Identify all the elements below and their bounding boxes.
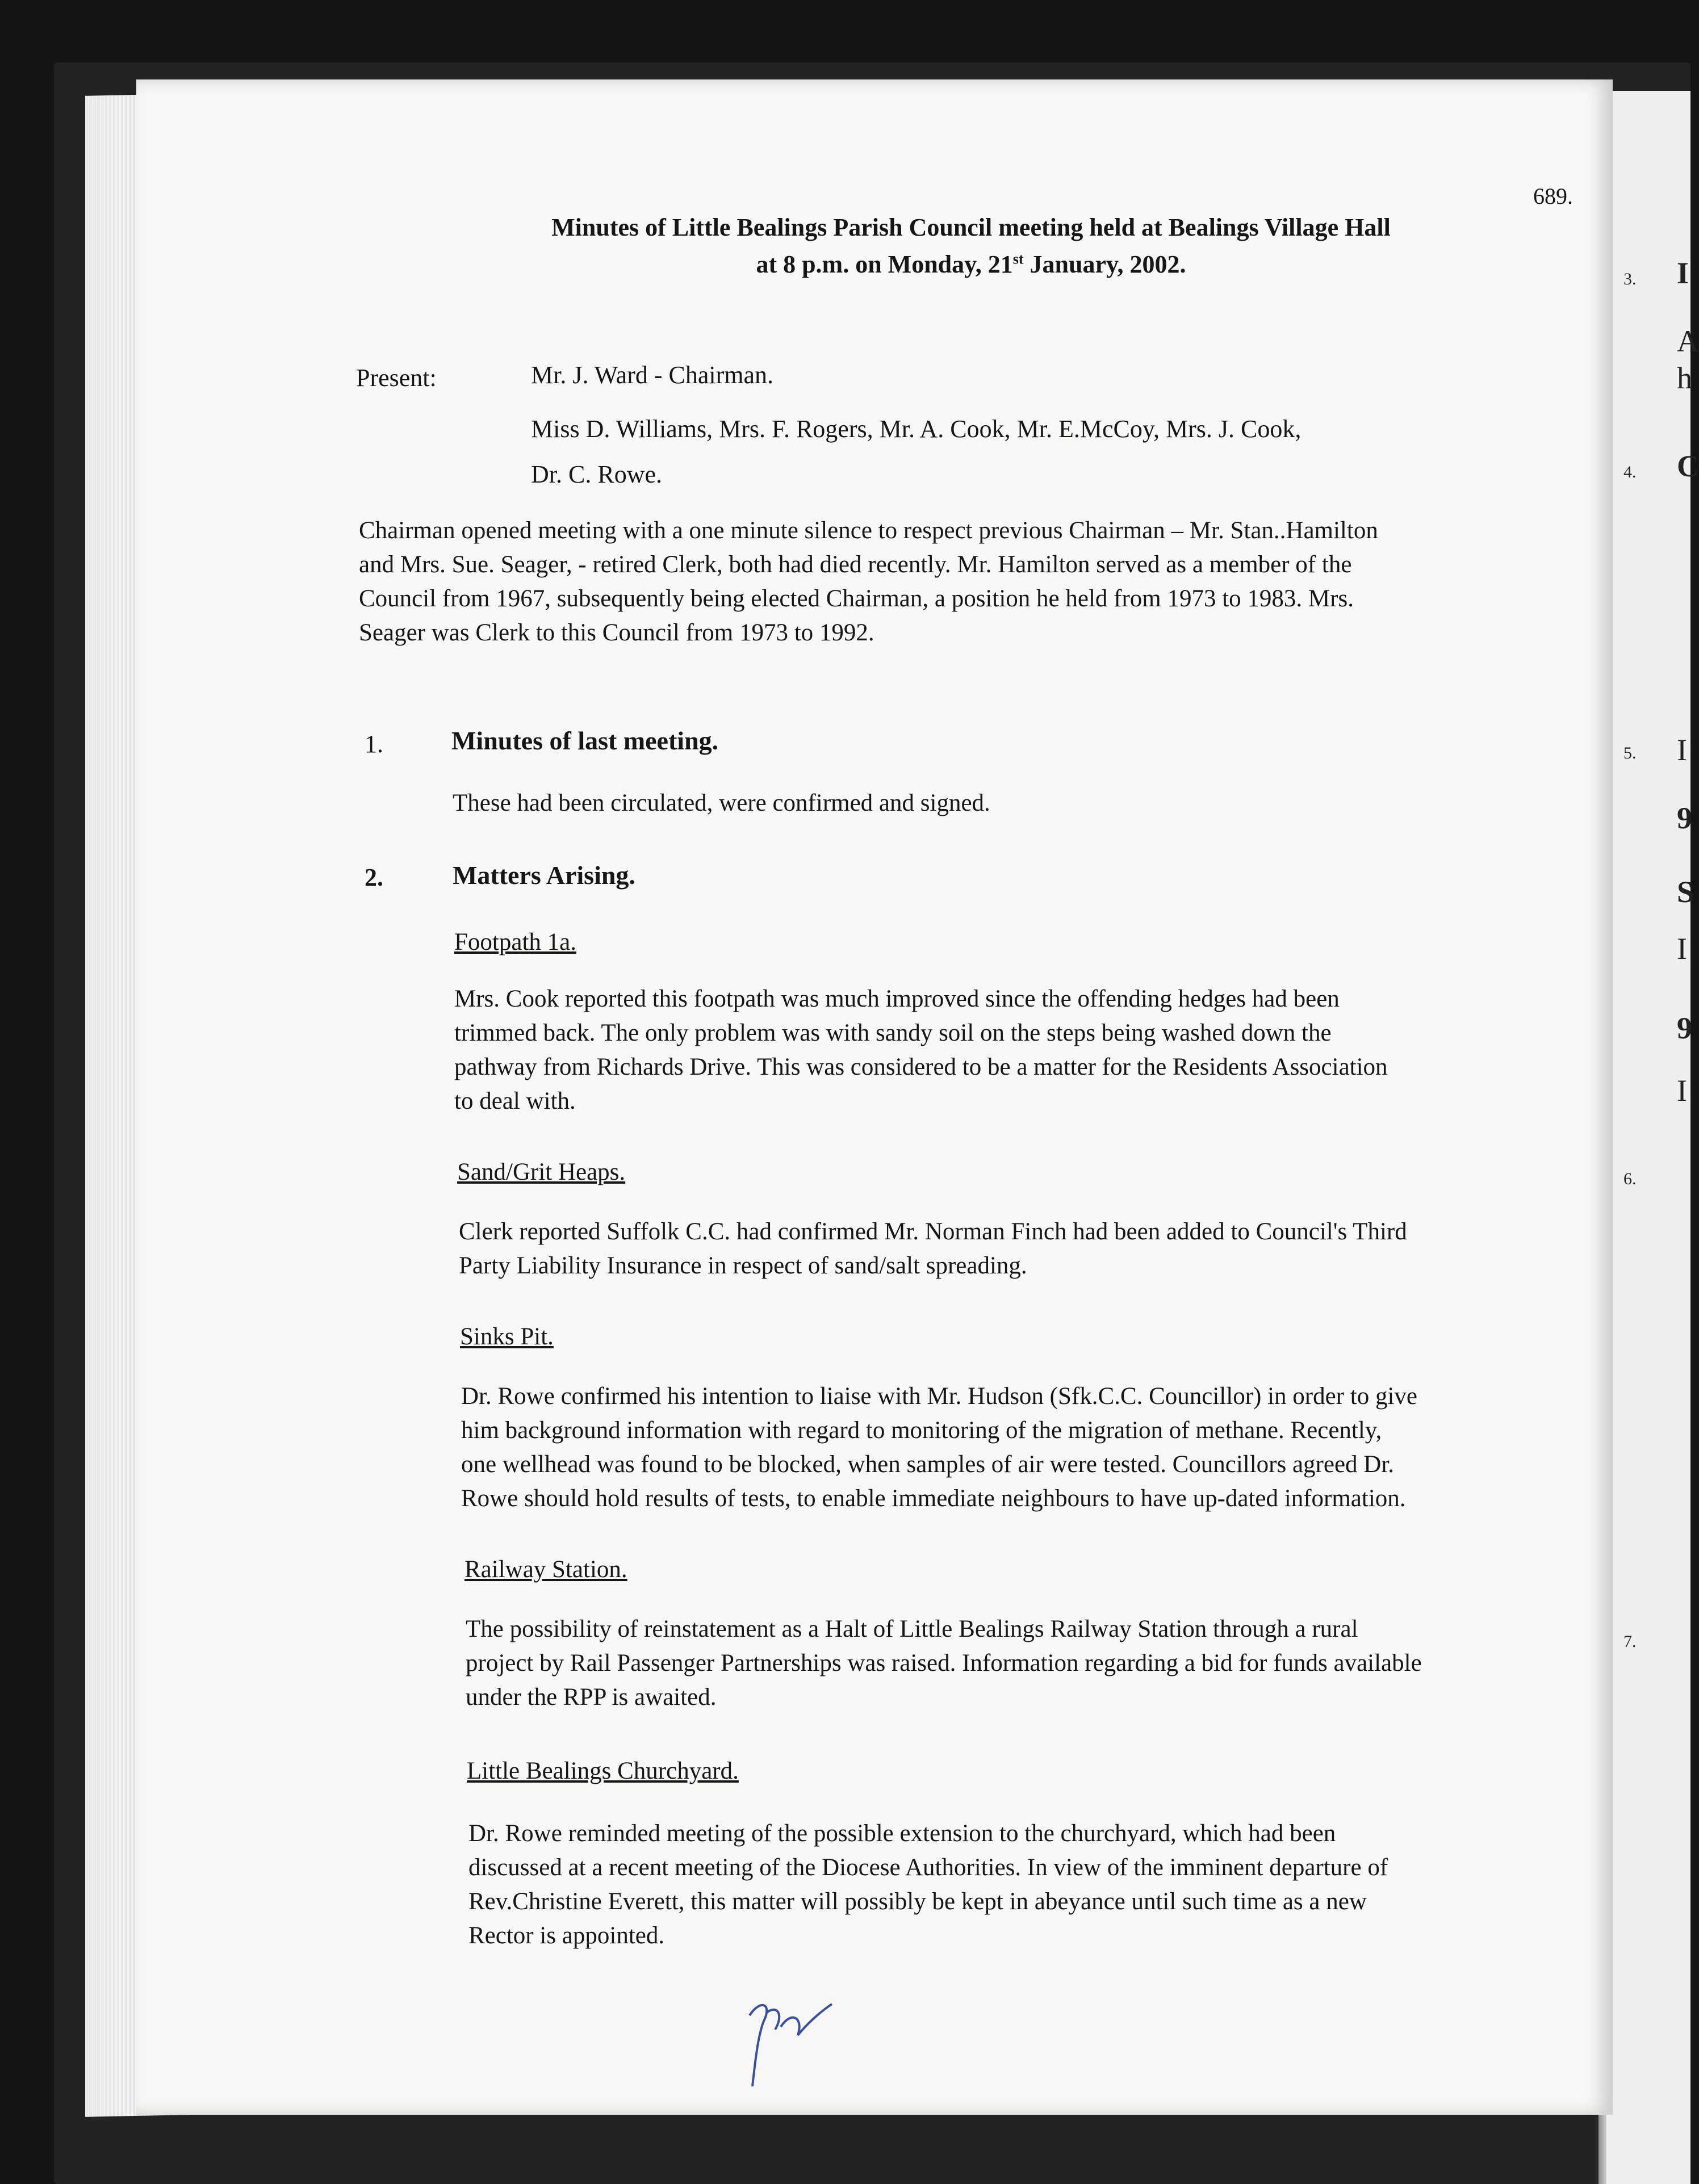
document-title-line-2: at 8 p.m. on Monday, 21st January, 2002. bbox=[756, 250, 1186, 278]
next-page-number: 6. bbox=[1623, 1169, 1637, 1188]
subsection-line: trimmed back. The only problem was with sandy soil on the steps being washed down the bbox=[454, 1020, 1332, 1046]
subsection-line: one wellhead was found to be blocked, when samples of air were tested. Councillors agreed Dr. bbox=[461, 1451, 1395, 1478]
next-page-letter: S bbox=[1677, 875, 1694, 909]
next-page-letter: I bbox=[1677, 932, 1687, 966]
subsection-line: Dr. Rowe confirmed his intention to liaise with Mr. Hudson (Sfk.C.C. Councillor) in order to give bbox=[461, 1383, 1417, 1410]
next-page-letter: 9 bbox=[1677, 801, 1692, 835]
next-page-number: 4. bbox=[1623, 463, 1637, 481]
subsection-title: Sinks Pit. bbox=[460, 1323, 554, 1350]
page-number: 689. bbox=[1533, 183, 1573, 209]
next-page-letter: 9 bbox=[1677, 1011, 1692, 1045]
section-heading: Matters Arising. bbox=[453, 861, 635, 890]
subsection-line: The possibility of reinstatement as a Halt of Little Bealings Railway Station through a rural bbox=[466, 1616, 1358, 1642]
subsection-line: Clerk reported Suffolk C.C. had confirmed Mr. Norman Finch had been added to Council's Third bbox=[459, 1218, 1407, 1245]
subsection-line: pathway from Richards Drive. This was considered to be a matter for the Residents Association bbox=[454, 1054, 1388, 1080]
next-page-letter: h bbox=[1677, 361, 1692, 395]
section-number: 2. bbox=[365, 863, 383, 891]
subsection-line: Mrs. Cook reported this footpath was much improved since the offending hedges had been bbox=[454, 986, 1340, 1012]
subsection-line: to deal with. bbox=[454, 1088, 576, 1114]
next-page-letter: I bbox=[1677, 256, 1689, 290]
subsection-line: project by Rail Passenger Partnerships was raised. Information regarding a bid for funds available bbox=[466, 1650, 1422, 1676]
chairman-name: Mr. J. Ward - Chairman. bbox=[531, 361, 774, 389]
section-heading: Minutes of last meeting. bbox=[451, 726, 719, 755]
subsection-line: under the RPP is awaited. bbox=[466, 1684, 717, 1711]
subsection-title: Little Bealings Churchyard. bbox=[467, 1758, 739, 1784]
opening-line: and Mrs. Sue. Seager, - retired Clerk, both had died recently. Mr. Hamilton served as a member of the bbox=[359, 551, 1352, 578]
next-page-letter: I bbox=[1677, 1074, 1687, 1108]
subsection-title: Footpath 1a. bbox=[454, 929, 576, 955]
section-body: These had been circulated, were confirmed and signed. bbox=[453, 790, 990, 816]
next-page-number: 3. bbox=[1623, 270, 1637, 288]
subsection-line: Rector is appointed. bbox=[468, 1922, 665, 1949]
next-page-letter: C bbox=[1677, 449, 1699, 483]
subsection-line: Rowe should hold results of tests, to enable immediate neighbours to have up-dated information. bbox=[461, 1485, 1406, 1512]
section-number: 1. bbox=[365, 730, 383, 758]
next-page-number: 7. bbox=[1623, 1632, 1637, 1651]
subsection-line: discussed at a recent meeting of the Diocese Authorities. In view of the imminent departure of bbox=[468, 1854, 1388, 1881]
members-line-1: Miss D. Williams, Mrs. F. Rogers, Mr. A. Cook, Mr. E.McCoy, Mrs. J. Cook, bbox=[531, 415, 1302, 443]
subsection-title: Sand/Grit Heaps. bbox=[457, 1159, 626, 1185]
opening-line: Council from 1967, subsequently being elected Chairman, a position he held from 1973 to 1983. Mrs. bbox=[359, 585, 1354, 612]
subsection-line: Party Liability Insurance in respect of sand/salt spreading. bbox=[459, 1252, 1027, 1279]
subsection-line: him background information with regard to monitoring of the migration of methane. Recently, bbox=[461, 1417, 1382, 1444]
next-page-letter: I bbox=[1677, 733, 1687, 767]
subsection-title: Railway Station. bbox=[464, 1556, 627, 1583]
opening-line: Chairman opened meeting with a one minute silence to respect previous Chairman – Mr. Stan..Hamilton bbox=[359, 517, 1378, 544]
subsection-line: Rev.Christine Everett, this matter will possibly be kept in abeyance until such time as a new bbox=[468, 1888, 1367, 1915]
opening-line: Seager was Clerk to this Council from 1973 to 1992. bbox=[359, 619, 874, 646]
next-page-letter: A bbox=[1677, 324, 1699, 358]
members-line-2: Dr. C. Rowe. bbox=[531, 460, 662, 488]
next-page-number: 5. bbox=[1623, 744, 1637, 762]
present-label: Present: bbox=[356, 364, 437, 392]
document-title-line-1: Minutes of Little Bealings Parish Council meeting held at Bealings Village Hall bbox=[551, 213, 1391, 241]
handwritten-initials bbox=[738, 1987, 840, 2095]
subsection-line: Dr. Rowe reminded meeting of the possible extension to the churchyard, which had been bbox=[468, 1820, 1336, 1847]
